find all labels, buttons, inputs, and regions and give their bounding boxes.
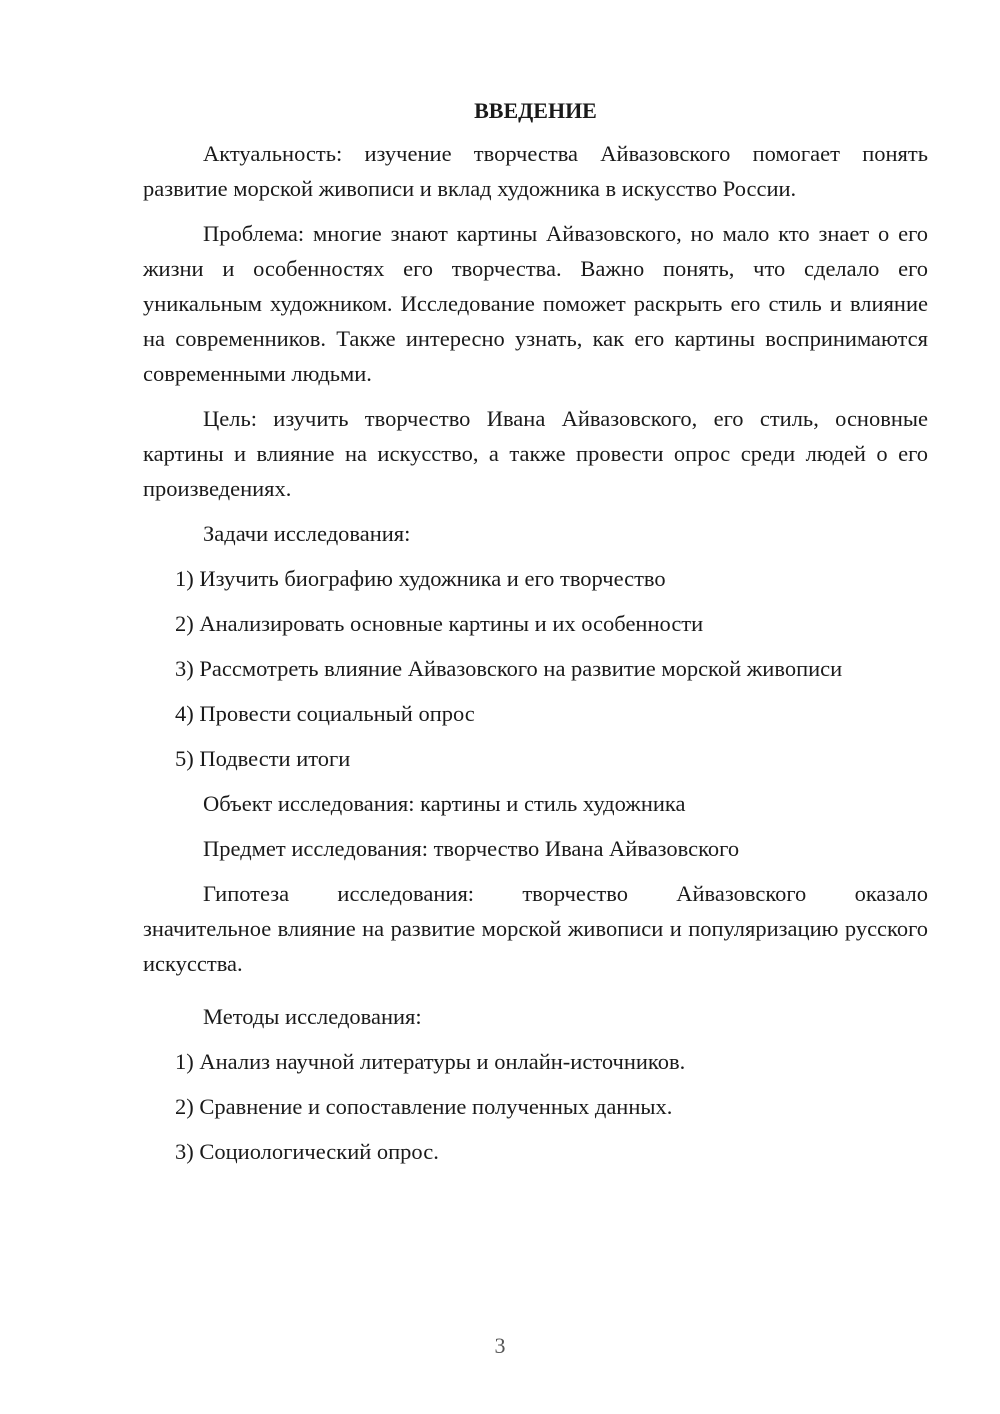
task-item: 3) Рассмотреть влияние Айвазовского на развитие морской живописи <box>175 656 843 681</box>
methods-list <box>143 1044 928 1169</box>
tasks-list <box>143 561 928 776</box>
task-item: 5) Подвести итоги <box>175 746 351 771</box>
page-number: 3 <box>494 1333 506 1358</box>
hypothesis-word: Гипотеза <box>203 881 290 906</box>
method-item: 3) Социологический опрос. <box>175 1139 439 1164</box>
page-content <box>143 96 928 1179</box>
hypothesis-word: творчество <box>522 881 628 906</box>
subject-line: Предмет исследования: творчество Ивана Айвазовского <box>203 836 740 861</box>
hypothesis-continuation: значительное влияние на развитие морской живописи и популяризацию русского искусства. <box>143 916 928 976</box>
object-line: Объект исследования: картины и стиль художника <box>203 791 686 816</box>
method-item: 1) Анализ научной литературы и онлайн-источников. <box>175 1049 686 1074</box>
methods-heading: Методы исследования: <box>203 1004 422 1029</box>
hypothesis-first-line <box>143 876 928 911</box>
task-item: 4) Провести социальный опрос <box>175 701 475 726</box>
hypothesis-word: оказало <box>854 881 928 906</box>
method-item: 2) Сравнение и сопоставление полученных данных. <box>175 1094 673 1119</box>
relevance-paragraph: Актуальность: изучение творчества Айвазовского помогает понять развитие морской живописи и вклад художника в искусство России. <box>143 141 928 201</box>
task-item: 2) Анализировать основные картины и их особенности <box>175 611 704 636</box>
hypothesis-paragraph <box>143 876 928 981</box>
goal-paragraph: Цель: изучить творчество Ивана Айвазовского, его стиль, основные картины и влияние на искусство, а также провести опрос среди людей о его произведениях. <box>143 406 928 501</box>
hypothesis-word: исследования: <box>337 881 475 906</box>
section-title: ВВЕДЕНИЕ <box>474 98 597 123</box>
task-item: 1) Изучить биографию художника и его творчество <box>175 566 666 591</box>
hypothesis-word: Айвазовского <box>676 881 807 906</box>
tasks-heading: Задачи исследования: <box>203 521 411 546</box>
problem-paragraph: Проблема: многие знают картины Айвазовского, но мало кто знает о его жизни и особенностях его творчества. Важно понять, что сделало его уникальным художником. Исследование поможет раскрыть его стиль и влияние на современников. Также интересно узнать, как его картины воспринимаются современными людьми. <box>143 221 928 386</box>
